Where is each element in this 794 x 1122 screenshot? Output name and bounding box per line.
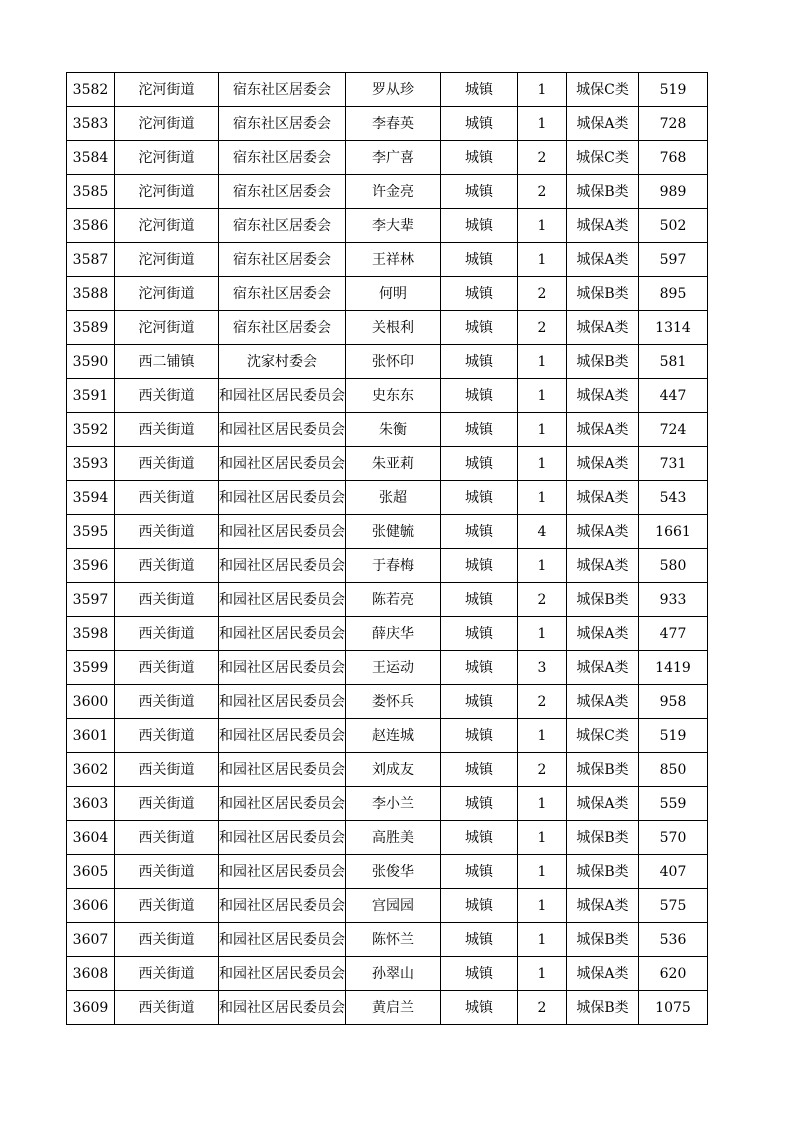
town-cell: 西关街道: [115, 413, 219, 447]
table-row: [67, 515, 708, 549]
community-text: 和园社区居民委员会: [219, 795, 345, 812]
community-cell: [219, 107, 346, 141]
row-id-cell: 3606: [67, 889, 115, 923]
household-count-cell: 1: [518, 617, 567, 651]
household-count-cell: 2: [518, 583, 567, 617]
row-id-cell: 3591: [67, 379, 115, 413]
amount-cell: 768: [639, 141, 708, 175]
amount-cell: 728: [639, 107, 708, 141]
category-cell: 城保A类: [567, 379, 639, 413]
category-cell: 城保B类: [567, 345, 639, 379]
person-name-cell: 何明: [346, 277, 441, 311]
table-row: [67, 923, 708, 957]
row-id-cell: 3597: [67, 583, 115, 617]
town-cell: 西关街道: [115, 617, 219, 651]
amount-cell: 477: [639, 617, 708, 651]
household-count-cell: 2: [518, 685, 567, 719]
category-cell: 城保B类: [567, 753, 639, 787]
table-row: [67, 549, 708, 583]
area-type-cell: 城镇: [441, 175, 518, 209]
category-cell: 城保C类: [567, 719, 639, 753]
community-text: 和园社区居民委员会: [219, 591, 345, 608]
area-type-cell: 城镇: [441, 753, 518, 787]
community-cell: [219, 515, 346, 549]
person-name-cell: 宫园园: [346, 889, 441, 923]
row-id-cell: 3590: [67, 345, 115, 379]
household-count-cell: 2: [518, 991, 567, 1025]
town-cell: 西关街道: [115, 379, 219, 413]
person-name-cell: 李小兰: [346, 787, 441, 821]
amount-cell: 407: [639, 855, 708, 889]
amount-cell: 958: [639, 685, 708, 719]
amount-cell: 536: [639, 923, 708, 957]
community-cell: [219, 311, 346, 345]
person-name-cell: 许金亮: [346, 175, 441, 209]
table-row: [67, 685, 708, 719]
community-cell: [219, 277, 346, 311]
row-id-cell: 3594: [67, 481, 115, 515]
community-text: 和园社区居民委员会: [219, 659, 345, 676]
table-row: [67, 447, 708, 481]
amount-cell: 580: [639, 549, 708, 583]
household-count-cell: 4: [518, 515, 567, 549]
community-text: 和园社区居民委员会: [219, 897, 345, 914]
community-cell: [219, 651, 346, 685]
person-name-cell: 刘成友: [346, 753, 441, 787]
town-cell: 西关街道: [115, 719, 219, 753]
category-cell: 城保B类: [567, 991, 639, 1025]
person-name-cell: 李广喜: [346, 141, 441, 175]
person-name-cell: 李大辈: [346, 209, 441, 243]
row-id-cell: 3588: [67, 277, 115, 311]
row-id-cell: 3607: [67, 923, 115, 957]
community-cell: [219, 175, 346, 209]
row-id-cell: 3603: [67, 787, 115, 821]
table-row: [67, 209, 708, 243]
row-id-cell: 3593: [67, 447, 115, 481]
table-row: [67, 991, 708, 1025]
community-text: 和园社区居民委员会: [219, 761, 345, 778]
community-text: 和园社区居民委员会: [219, 931, 345, 948]
amount-cell: 543: [639, 481, 708, 515]
town-cell: 西关街道: [115, 787, 219, 821]
household-count-cell: 2: [518, 753, 567, 787]
category-cell: 城保A类: [567, 447, 639, 481]
amount-cell: 895: [639, 277, 708, 311]
person-name-cell: 张俊华: [346, 855, 441, 889]
category-cell: 城保A类: [567, 889, 639, 923]
category-cell: 城保A类: [567, 481, 639, 515]
table-row: [67, 481, 708, 515]
town-cell: 西关街道: [115, 583, 219, 617]
row-id-cell: 3608: [67, 957, 115, 991]
person-name-cell: 于春梅: [346, 549, 441, 583]
row-id-cell: 3604: [67, 821, 115, 855]
row-id-cell: 3584: [67, 141, 115, 175]
area-type-cell: 城镇: [441, 685, 518, 719]
community-text: 和园社区居民委员会: [219, 421, 345, 438]
amount-cell: 575: [639, 889, 708, 923]
area-type-cell: 城镇: [441, 73, 518, 107]
area-type-cell: 城镇: [441, 209, 518, 243]
category-cell: 城保A类: [567, 617, 639, 651]
community-text: 宿东社区居委会: [233, 115, 331, 132]
area-type-cell: 城镇: [441, 855, 518, 889]
area-type-cell: 城镇: [441, 379, 518, 413]
community-text: 和园社区居民委员会: [219, 965, 345, 982]
area-type-cell: 城镇: [441, 311, 518, 345]
community-cell: [219, 889, 346, 923]
category-cell: 城保A类: [567, 651, 639, 685]
amount-cell: 559: [639, 787, 708, 821]
town-cell: 西二铺镇: [115, 345, 219, 379]
amount-cell: 724: [639, 413, 708, 447]
household-count-cell: 1: [518, 923, 567, 957]
community-cell: [219, 617, 346, 651]
person-name-cell: 高胜美: [346, 821, 441, 855]
town-cell: 沱河街道: [115, 277, 219, 311]
household-count-cell: 1: [518, 889, 567, 923]
category-cell: 城保A类: [567, 515, 639, 549]
community-cell: [219, 821, 346, 855]
town-cell: 沱河街道: [115, 311, 219, 345]
category-cell: 城保A类: [567, 549, 639, 583]
community-text: 宿东社区居委会: [233, 251, 331, 268]
category-cell: 城保B类: [567, 175, 639, 209]
community-cell: [219, 73, 346, 107]
amount-cell: 597: [639, 243, 708, 277]
row-id-cell: 3600: [67, 685, 115, 719]
town-cell: 西关街道: [115, 889, 219, 923]
household-count-cell: 1: [518, 957, 567, 991]
household-count-cell: 1: [518, 209, 567, 243]
community-cell: [219, 345, 346, 379]
community-text: 和园社区居民委员会: [219, 523, 345, 540]
household-count-cell: 1: [518, 787, 567, 821]
table-row: [67, 957, 708, 991]
category-cell: 城保A类: [567, 107, 639, 141]
community-cell: [219, 685, 346, 719]
community-cell: [219, 753, 346, 787]
table-body: [67, 73, 708, 1025]
amount-cell: 989: [639, 175, 708, 209]
person-name-cell: 黄启兰: [346, 991, 441, 1025]
area-type-cell: 城镇: [441, 243, 518, 277]
records-table: [66, 72, 708, 1025]
table-row: [67, 73, 708, 107]
community-text: 沈家村委会: [247, 353, 317, 370]
community-cell: [219, 855, 346, 889]
category-cell: 城保A类: [567, 243, 639, 277]
amount-cell: 502: [639, 209, 708, 243]
person-name-cell: 李春英: [346, 107, 441, 141]
community-cell: [219, 923, 346, 957]
category-cell: 城保A类: [567, 311, 639, 345]
person-name-cell: 张健毓: [346, 515, 441, 549]
community-cell: [219, 481, 346, 515]
area-type-cell: 城镇: [441, 549, 518, 583]
household-count-cell: 1: [518, 379, 567, 413]
household-count-cell: 1: [518, 855, 567, 889]
household-count-cell: 3: [518, 651, 567, 685]
household-count-cell: 2: [518, 277, 567, 311]
community-cell: [219, 991, 346, 1025]
area-type-cell: 城镇: [441, 277, 518, 311]
household-count-cell: 1: [518, 73, 567, 107]
community-text: 和园社区居民委员会: [219, 999, 345, 1016]
household-count-cell: 2: [518, 141, 567, 175]
row-id-cell: 3583: [67, 107, 115, 141]
community-cell: [219, 413, 346, 447]
person-name-cell: 朱亚莉: [346, 447, 441, 481]
person-name-cell: 张怀印: [346, 345, 441, 379]
table-row: [67, 345, 708, 379]
row-id-cell: 3609: [67, 991, 115, 1025]
category-cell: 城保A类: [567, 209, 639, 243]
category-cell: 城保B类: [567, 821, 639, 855]
town-cell: 西关街道: [115, 685, 219, 719]
household-count-cell: 2: [518, 311, 567, 345]
community-text: 和园社区居民委员会: [219, 489, 345, 506]
town-cell: 西关街道: [115, 515, 219, 549]
area-type-cell: 城镇: [441, 719, 518, 753]
area-type-cell: 城镇: [441, 141, 518, 175]
area-type-cell: 城镇: [441, 787, 518, 821]
category-cell: 城保A类: [567, 685, 639, 719]
table-row: [67, 889, 708, 923]
community-text: 宿东社区居委会: [233, 285, 331, 302]
household-count-cell: 1: [518, 413, 567, 447]
community-cell: [219, 583, 346, 617]
community-text: 和园社区居民委员会: [219, 863, 345, 880]
area-type-cell: 城镇: [441, 923, 518, 957]
row-id-cell: 3598: [67, 617, 115, 651]
row-id-cell: 3587: [67, 243, 115, 277]
person-name-cell: 关根利: [346, 311, 441, 345]
area-type-cell: 城镇: [441, 991, 518, 1025]
community-cell: [219, 549, 346, 583]
area-type-cell: 城镇: [441, 107, 518, 141]
community-cell: [219, 447, 346, 481]
household-count-cell: 2: [518, 175, 567, 209]
town-cell: 西关街道: [115, 855, 219, 889]
person-name-cell: 王运动: [346, 651, 441, 685]
area-type-cell: 城镇: [441, 617, 518, 651]
community-text: 和园社区居民委员会: [219, 387, 345, 404]
area-type-cell: 城镇: [441, 481, 518, 515]
town-cell: 西关街道: [115, 923, 219, 957]
town-cell: 沱河街道: [115, 73, 219, 107]
person-name-cell: 赵连城: [346, 719, 441, 753]
table-row: [67, 821, 708, 855]
table-row: [67, 107, 708, 141]
community-cell: [219, 957, 346, 991]
community-cell: [219, 379, 346, 413]
category-cell: 城保B类: [567, 855, 639, 889]
table-row: [67, 243, 708, 277]
community-cell: [219, 243, 346, 277]
town-cell: 西关街道: [115, 821, 219, 855]
category-cell: 城保C类: [567, 73, 639, 107]
town-cell: 沱河街道: [115, 107, 219, 141]
row-id-cell: 3599: [67, 651, 115, 685]
row-id-cell: 3589: [67, 311, 115, 345]
community-cell: [219, 209, 346, 243]
community-text: 宿东社区居委会: [233, 149, 331, 166]
row-id-cell: 3602: [67, 753, 115, 787]
community-text: 和园社区居民委员会: [219, 455, 345, 472]
area-type-cell: 城镇: [441, 413, 518, 447]
category-cell: 城保C类: [567, 141, 639, 175]
town-cell: 西关街道: [115, 957, 219, 991]
table-row: [67, 753, 708, 787]
area-type-cell: 城镇: [441, 957, 518, 991]
community-text: 宿东社区居委会: [233, 319, 331, 336]
row-id-cell: 3595: [67, 515, 115, 549]
amount-cell: 581: [639, 345, 708, 379]
person-name-cell: 史东东: [346, 379, 441, 413]
person-name-cell: 孙翠山: [346, 957, 441, 991]
household-count-cell: 1: [518, 345, 567, 379]
area-type-cell: 城镇: [441, 651, 518, 685]
town-cell: 西关街道: [115, 991, 219, 1025]
town-cell: 西关街道: [115, 549, 219, 583]
table-row: [67, 379, 708, 413]
community-text: 和园社区居民委员会: [219, 693, 345, 710]
community-cell: [219, 141, 346, 175]
area-type-cell: 城镇: [441, 515, 518, 549]
category-cell: 城保A类: [567, 413, 639, 447]
town-cell: 西关街道: [115, 651, 219, 685]
table-row: [67, 617, 708, 651]
community-text: 宿东社区居委会: [233, 81, 331, 98]
amount-cell: 850: [639, 753, 708, 787]
row-id-cell: 3582: [67, 73, 115, 107]
community-text: 和园社区居民委员会: [219, 727, 345, 744]
town-cell: 沱河街道: [115, 209, 219, 243]
community-cell: [219, 719, 346, 753]
table-row: [67, 141, 708, 175]
person-name-cell: 王祥林: [346, 243, 441, 277]
table-row: [67, 651, 708, 685]
household-count-cell: 1: [518, 447, 567, 481]
person-name-cell: 张超: [346, 481, 441, 515]
row-id-cell: 3596: [67, 549, 115, 583]
community-text: 宿东社区居委会: [233, 183, 331, 200]
person-name-cell: 陈怀兰: [346, 923, 441, 957]
amount-cell: 933: [639, 583, 708, 617]
category-cell: 城保B类: [567, 583, 639, 617]
amount-cell: 1419: [639, 651, 708, 685]
table-row: [67, 311, 708, 345]
row-id-cell: 3605: [67, 855, 115, 889]
category-cell: 城保A类: [567, 957, 639, 991]
household-count-cell: 1: [518, 243, 567, 277]
town-cell: 西关街道: [115, 753, 219, 787]
person-name-cell: 陈若亮: [346, 583, 441, 617]
row-id-cell: 3586: [67, 209, 115, 243]
table-row: [67, 855, 708, 889]
household-count-cell: 1: [518, 821, 567, 855]
amount-cell: 1661: [639, 515, 708, 549]
row-id-cell: 3592: [67, 413, 115, 447]
table-row: [67, 413, 708, 447]
table-row: [67, 175, 708, 209]
table-row: [67, 787, 708, 821]
community-text: 和园社区居民委员会: [219, 829, 345, 846]
amount-cell: 519: [639, 73, 708, 107]
row-id-cell: 3585: [67, 175, 115, 209]
area-type-cell: 城镇: [441, 889, 518, 923]
community-text: 和园社区居民委员会: [219, 557, 345, 574]
table-row: [67, 719, 708, 753]
category-cell: 城保B类: [567, 277, 639, 311]
household-count-cell: 1: [518, 107, 567, 141]
household-count-cell: 1: [518, 549, 567, 583]
person-name-cell: 罗从珍: [346, 73, 441, 107]
town-cell: 沱河街道: [115, 141, 219, 175]
household-count-cell: 1: [518, 481, 567, 515]
amount-cell: 570: [639, 821, 708, 855]
amount-cell: 519: [639, 719, 708, 753]
area-type-cell: 城镇: [441, 447, 518, 481]
town-cell: 沱河街道: [115, 243, 219, 277]
household-count-cell: 1: [518, 719, 567, 753]
person-name-cell: 薛庆华: [346, 617, 441, 651]
town-cell: 西关街道: [115, 481, 219, 515]
amount-cell: 447: [639, 379, 708, 413]
area-type-cell: 城镇: [441, 583, 518, 617]
community-text: 和园社区居民委员会: [219, 625, 345, 642]
town-cell: 西关街道: [115, 447, 219, 481]
category-cell: 城保B类: [567, 923, 639, 957]
amount-cell: 1314: [639, 311, 708, 345]
amount-cell: 620: [639, 957, 708, 991]
category-cell: 城保A类: [567, 787, 639, 821]
community-text: 宿东社区居委会: [233, 217, 331, 234]
amount-cell: 1075: [639, 991, 708, 1025]
person-name-cell: 娄怀兵: [346, 685, 441, 719]
table-row: [67, 583, 708, 617]
table-row: [67, 277, 708, 311]
community-cell: [219, 787, 346, 821]
area-type-cell: 城镇: [441, 345, 518, 379]
person-name-cell: 朱衡: [346, 413, 441, 447]
area-type-cell: 城镇: [441, 821, 518, 855]
amount-cell: 731: [639, 447, 708, 481]
town-cell: 沱河街道: [115, 175, 219, 209]
row-id-cell: 3601: [67, 719, 115, 753]
